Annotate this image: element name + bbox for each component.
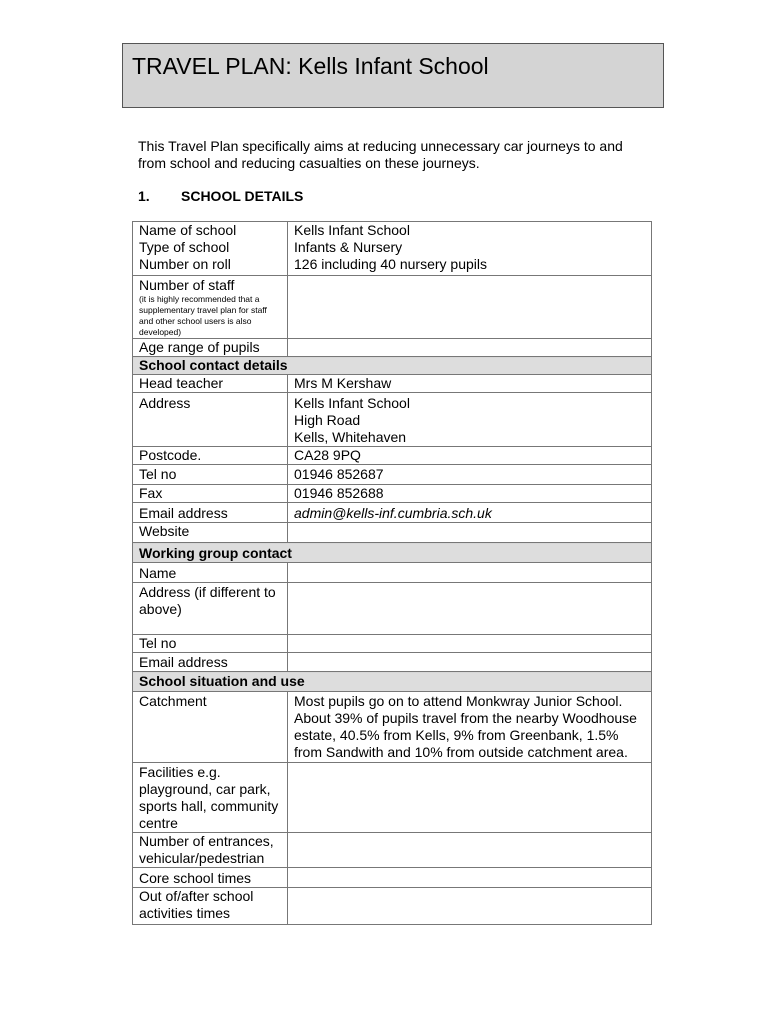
table-row [133, 563, 652, 583]
catchment-label: Catchment [133, 692, 288, 763]
entrances-value [288, 833, 652, 868]
name-of-school-value: Kells Infant School [288, 222, 652, 240]
after-school-value [288, 888, 652, 925]
table-row [133, 393, 652, 447]
table-row [133, 276, 652, 339]
age-range-label: Age range of pupils [133, 339, 288, 357]
table-row [133, 888, 652, 925]
address-line: Kells Infant School [294, 395, 410, 411]
school-details-table [132, 221, 652, 925]
address-value [288, 393, 652, 447]
type-of-school-value: Infants & Nursery [288, 239, 652, 256]
section-title: SCHOOL DETAILS [181, 188, 304, 204]
type-of-school-label: Type of school [133, 239, 288, 256]
table-row [133, 447, 652, 465]
table-row [133, 465, 652, 485]
number-on-roll-value: 126 including 40 nursery pupils [288, 256, 652, 276]
table-row [133, 485, 652, 503]
wg-tel-label: Tel no [133, 635, 288, 653]
title-box [122, 43, 664, 108]
email-value: admin@kells-inf.cumbria.sch.uk [288, 503, 652, 523]
fax-value: 01946 852688 [288, 485, 652, 503]
table-row [133, 635, 652, 653]
website-label: Website [133, 523, 288, 543]
website-value [288, 523, 652, 543]
head-teacher-label: Head teacher [133, 375, 288, 393]
tel-label: Tel no [133, 465, 288, 485]
wg-name-value [288, 563, 652, 583]
wg-email-label: Email address [133, 653, 288, 672]
staff-note: (it is highly recommended that a supplementary travel plan for staff and other school users is also developed) [139, 294, 267, 337]
table-row [133, 375, 652, 393]
table-row [133, 763, 652, 833]
table-row [133, 692, 652, 763]
name-of-school-label: Name of school [133, 222, 288, 240]
table-row [133, 583, 652, 635]
catchment-value: Most pupils go on to attend Monkwray Junior School. About 39% of pupils travel from the nearby Woodhouse estate, 40.5% from Kells, 9% from Greenbank, 1.5% from Sandwith and 10% from outside catchment area. [288, 692, 652, 763]
email-label: Email address [133, 503, 288, 523]
table-row [133, 868, 652, 888]
wg-address-value [288, 583, 652, 635]
head-teacher-value: Mrs M Kershaw [288, 375, 652, 393]
entrances-label: Number of entrances, vehicular/pedestrian [133, 833, 288, 868]
number-of-staff-label: Number of staff [139, 277, 235, 293]
after-school-label: Out of/after school activities times [133, 888, 288, 925]
table-row [133, 256, 652, 276]
working-group-header: Working group contact [133, 543, 652, 563]
table-row [133, 833, 652, 868]
section-number: 1. [138, 188, 150, 204]
section-row [133, 543, 652, 563]
tel-value: 01946 852687 [288, 465, 652, 485]
number-of-staff-cell [133, 276, 288, 339]
facilities-label: Facilities e.g. playground, car park, sports hall, community centre [133, 763, 288, 833]
wg-name-label: Name [133, 563, 288, 583]
table-row [133, 339, 652, 357]
postcode-value: CA28 9PQ [288, 447, 652, 465]
wg-email-value [288, 653, 652, 672]
postcode-label: Postcode. [133, 447, 288, 465]
school-contact-header: School contact details [133, 357, 652, 375]
table-row [133, 653, 652, 672]
table-row [133, 239, 652, 256]
intro-paragraph: This Travel Plan specifically aims at reducing unnecessary car journeys to and from school and reducing casualties on these journeys. [138, 138, 623, 171]
wg-tel-value [288, 635, 652, 653]
core-times-value [288, 868, 652, 888]
table-row [133, 503, 652, 523]
table-row [133, 523, 652, 543]
table-row [133, 222, 652, 240]
address-line: High Road [294, 412, 361, 428]
section-heading [138, 188, 303, 204]
facilities-value [288, 763, 652, 833]
fax-label: Fax [133, 485, 288, 503]
core-times-label: Core school times [133, 868, 288, 888]
section-row [133, 357, 652, 375]
number-on-roll-label: Number on roll [133, 256, 288, 276]
page-title: TRAVEL PLAN: Kells Infant School [132, 53, 489, 79]
school-situation-header: School situation and use [133, 672, 652, 692]
wg-address-label: Address (if different to above) [133, 583, 288, 635]
address-line: Kells, Whitehaven [294, 429, 407, 445]
section-row [133, 672, 652, 692]
address-label: Address [133, 393, 288, 447]
age-range-value [288, 339, 652, 357]
number-of-staff-value [288, 276, 652, 339]
